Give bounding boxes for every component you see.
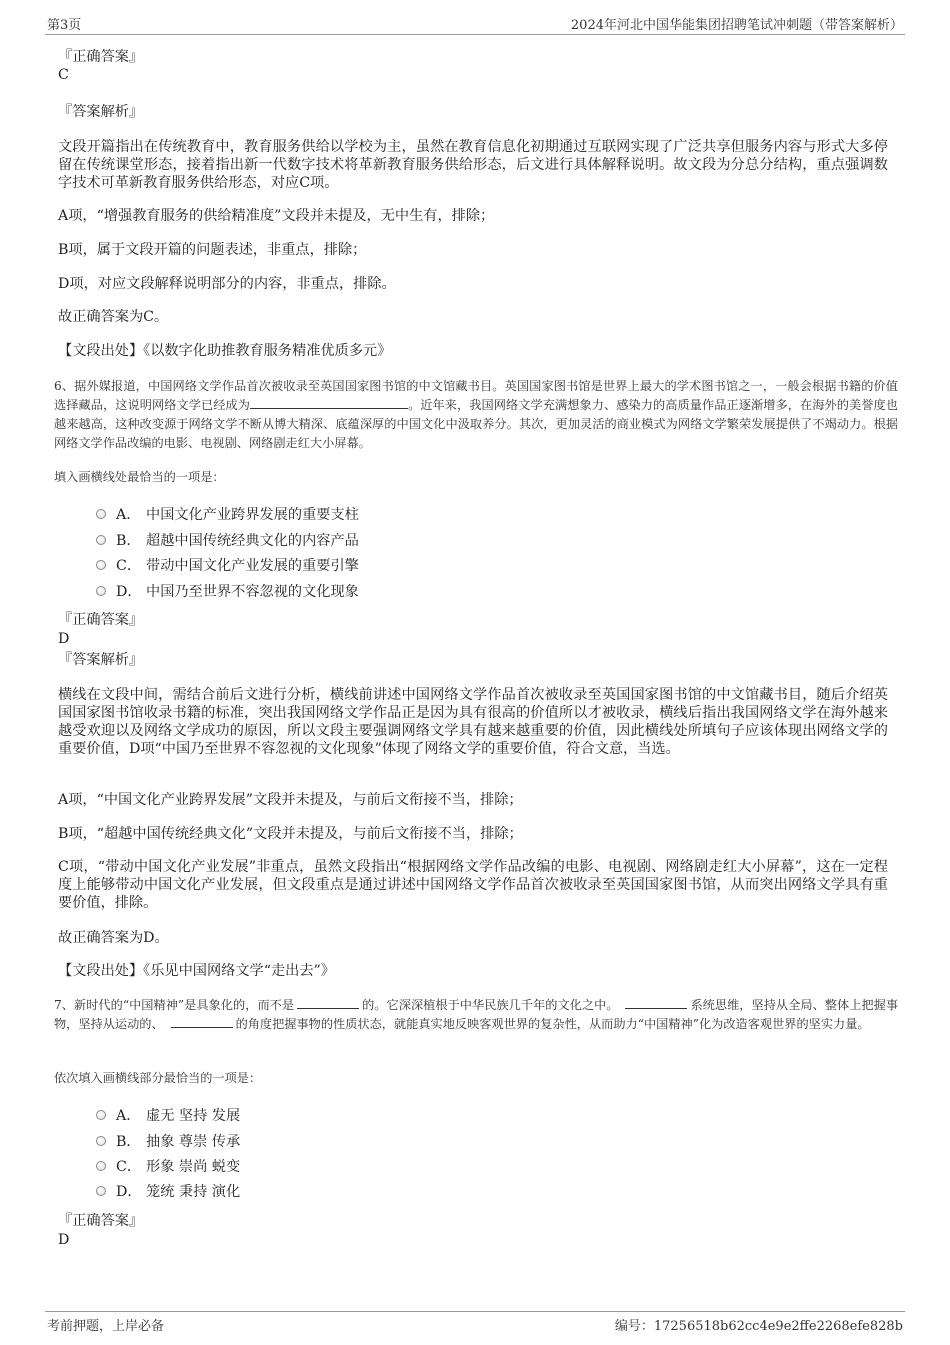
radio-icon[interactable] (96, 1186, 106, 1196)
q7-option-d[interactable]: D． 笼统 秉持 演化 (96, 1182, 240, 1202)
radio-icon[interactable] (96, 586, 106, 596)
q7-answer-label: 『正确答案』 (58, 1213, 144, 1229)
q6-option-d[interactable]: D． 中国乃至世界不容忽视的文化现象 (96, 582, 359, 602)
q5-note-d: D项，对应文段解释说明部分的内容，非重点，排除。 (58, 276, 396, 292)
q6-text-before: 6、据外媒报道，中国网络文学作品首次被收录至英国国家图书馆的中文馆藏书目。英国国家图书馆是世界上最大的学术图书馆之一，一般会根据书籍的价值选择藏品，这说明网络文学已经成为 (54, 379, 898, 412)
q6-conclusion: 故正确答案为D。 (58, 930, 169, 946)
radio-icon[interactable] (96, 509, 106, 519)
radio-icon[interactable] (96, 1161, 106, 1171)
q7-option-b[interactable]: B． 抽象 尊崇 传承 (96, 1132, 240, 1152)
q5-analysis: 文段开篇指出在传统教育中，教育服务供给以学校为主，虽然在教育信息化初期通过互联网实现了广泛共享但服务内容与形式大多停留在传统课堂形态，接着指出新一代数字技术将革新教育服务供给形态，后文进行具体解释说明。故文段为分总分结构，重点强调数字技术可革新教育服务供给形态，对应C项。 (58, 139, 888, 191)
q5-conclusion: 故正确答案为C。 (58, 309, 169, 325)
q5-note-a: A项，“增强教育服务的供给精准度”文段并未提及，无中生有，排除； (58, 208, 495, 224)
radio-icon[interactable] (96, 1110, 106, 1120)
page-header (45, 12, 905, 35)
q6-analysis-label: 『答案解析』 (58, 652, 144, 668)
q5-analysis-label: 『答案解析』 (58, 104, 144, 120)
q6-prompt: 填入画横线处最恰当的一项是： (54, 470, 225, 484)
q7-option-c[interactable]: C． 形象 崇尚 蜕变 (96, 1157, 240, 1177)
q7-prompt: 依次填入画横线部分最恰当的一项是： (54, 1071, 262, 1085)
q6-answer: D (58, 631, 70, 647)
q7-blank-1 (297, 996, 359, 1009)
q6-question (54, 377, 898, 453)
radio-icon[interactable] (96, 560, 106, 570)
q6-analysis: 横线在文段中间，需结合前后文进行分析，横线前讲述中国网络文学作品首次被收录至英国国家图书馆的中文馆藏书目，随后介绍英国国家图书馆收录书籍的标准，突出我国网络文学作品正是因为具有很高的价值所以才被收录，横线后指出我国网络文学在海外越来越受欢迎以及网络文学成功的原因，所以文段主要强调网络文学具有越来越重要的价值，因此横线处所填句子应该体现出网络文学的重要价值，D项“中国乃至世界不容忽视的文化现象”体现了网络文学的重要价值，符合文意，当选。 (58, 687, 888, 757)
q6-answer-label: 『正确答案』 (58, 612, 144, 628)
page-footer (45, 1311, 905, 1332)
document-title: 2024年河北中国华能集团招聘笔试冲刺题（带答案解析） (570, 18, 903, 33)
q6-blank (250, 396, 408, 409)
q5-source: 【文段出处】《以数字化助推教育服务精准优质多元》 (58, 343, 392, 359)
footer-slogan: 考前押题，上岸必备 (47, 1319, 165, 1334)
q5-answer: C (58, 67, 69, 83)
q6-option-c[interactable]: C． 带动中国文化产业发展的重要引擎 (96, 556, 359, 576)
q6-text-after: 。近年来，我国网络文学充满想象力、感染力的高质量作品正逐渐增多，在海外的美誉度也越来越高，这种改变源于网络文学不断从博大精深、底蕴深厚的中国文化中汲取养分。其次，更加灵活的商业模式为网络文学繁荣发展提供了不竭动力。根据网络文学作品改编的电影、电视剧、网络剧走红大小屏幕。 (54, 398, 898, 450)
q6-note-b: B项，“超越中国传统经典文化”文段并未提及，与前后文衔接不当，排除； (58, 826, 523, 842)
q7-blank-2 (625, 996, 687, 1009)
document-id: 编号：17256518b62cc4e9e2ffe2268efe828b (614, 1319, 903, 1334)
radio-icon[interactable] (96, 535, 106, 545)
q7-option-a[interactable]: A． 虚无 坚持 发展 (96, 1106, 240, 1126)
q6-note-a: A项，“中国文化产业跨界发展”文段并未提及，与前后文衔接不当，排除； (58, 792, 523, 808)
q5-note-b: B项，属于文段开篇的问题表述，非重点，排除； (58, 242, 367, 258)
page-number: 第3页 (47, 18, 82, 33)
radio-icon[interactable] (96, 1136, 106, 1146)
q6-option-b[interactable]: B． 超越中国传统经典文化的内容产品 (96, 531, 359, 551)
q7-answer: D (58, 1232, 70, 1248)
q5-answer-label: 『正确答案』 (58, 49, 144, 65)
q6-option-a[interactable]: A． 中国文化产业跨界发展的重要支柱 (96, 505, 359, 525)
q6-note-c: C项，“带动中国文化产业发展”非重点，虽然文段指出“根据网络文学作品改编的电影、电视剧、网络剧走红大小屏幕”，这在一定程度上能够带动中国文化产业发展，但文段重点是通过讲述中国网络文学作品首次被收录至英国国家图书馆，从而突出网络文学具有重要价值，排除。 (58, 859, 888, 911)
q7-question: 7、新时代的“中国精神”是具象化的，而不是 的。它深深植根于中华民族几千年的文化之中。 系统思维，坚持从全局、整体上把握事物，坚持从运动的、 的角度把握事物的性质状态，就能真实地反映客观世界的复杂性，从而助力“中国精神”化为改造客观世界的坚实力量。 (54, 998, 899, 1031)
q6-source: 【文段出处】《乐见中国网络文学“走出去”》 (58, 963, 335, 979)
q7-blank-3 (171, 1015, 233, 1028)
